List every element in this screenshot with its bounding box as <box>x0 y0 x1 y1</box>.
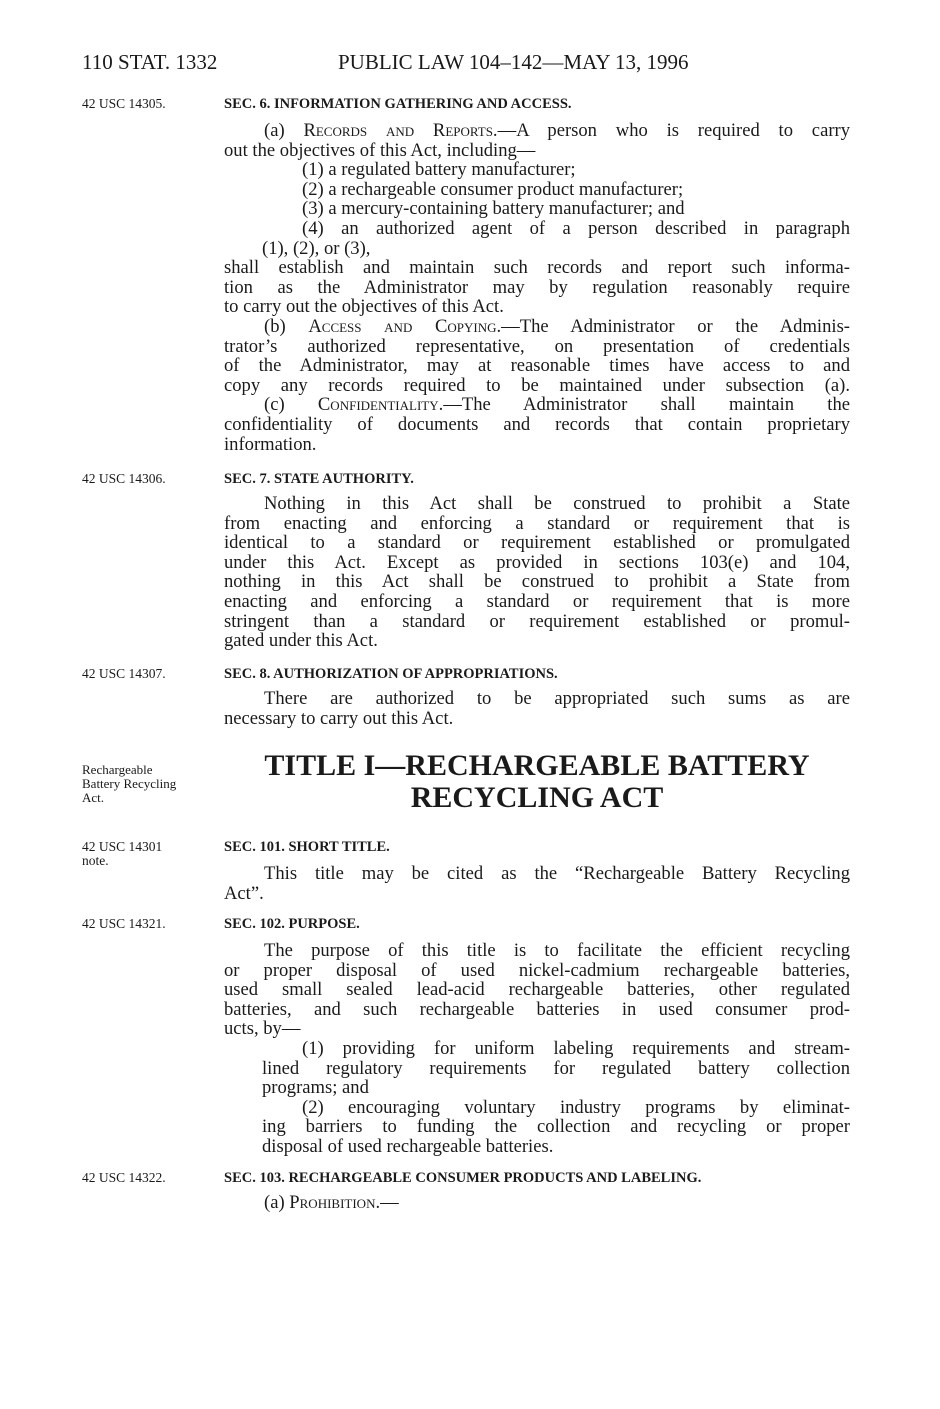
sec7-heading: SEC. 7. STATE AUTHORITY. <box>224 471 414 487</box>
subsection-caption: Prohibition. <box>289 1192 381 1213</box>
sec101-body <box>224 864 850 903</box>
sec103-body <box>224 1193 850 1213</box>
list-item-continuation: lined regulatory requirements for regulated battery collection <box>262 1057 850 1079</box>
text-line: of the Administrator, may at reasonable times have access to and <box>224 355 850 377</box>
text-line <box>224 1193 850 1213</box>
sec101-heading: SEC. 101. SHORT TITLE. <box>224 839 390 855</box>
sec6-body <box>224 121 850 454</box>
list-item: (2) a rechargeable consumer product manufacturer; <box>302 178 684 200</box>
text-fragment: —The Administrator shall maintain the <box>443 394 850 416</box>
text-line <box>224 395 850 415</box>
text-line: shall establish and maintain such records and report such informa- <box>224 257 850 279</box>
sec6-heading: SEC. 6. INFORMATION GATHERING AND ACCESS. <box>224 96 572 112</box>
subsection-number: (a) <box>264 120 285 141</box>
subsection-number: (b) <box>264 315 286 337</box>
page-reference: 110 STAT. 1332 <box>82 50 218 74</box>
margin-note-sec7: 42 USC 14306. <box>82 471 166 486</box>
text-line: enacting and enforcing a standard or requirement that is more <box>224 590 850 612</box>
text-line: from enacting and enforcing a standard or requirement that is <box>224 512 850 534</box>
margin-line: Rechargeable <box>82 762 153 777</box>
text-line: ucts, by— <box>224 1018 301 1040</box>
margin-line: Battery Recycling <box>82 776 177 791</box>
text-line: identical to a standard or requirement established or promulgated <box>224 532 850 554</box>
margin-line: note. <box>82 853 109 868</box>
text-line: information. <box>224 433 317 455</box>
sec8-heading: SEC. 8. AUTHORIZATION OF APPROPRIATIONS. <box>224 666 558 682</box>
sec103-heading: SEC. 103. RECHARGEABLE CONSUMER PRODUCTS AND LABELING. <box>224 1170 702 1186</box>
margin-note-sec6: 42 USC 14305. <box>82 96 166 111</box>
list-item-continuation: disposal of used rechargeable batteries. <box>262 1135 554 1157</box>
list-item-continuation: ing barriers to funding the collection and recycling or proper <box>262 1116 850 1138</box>
list-item-continuation: (1), (2), or (3), <box>262 237 371 259</box>
text-line: out the objectives of this Act, including— <box>224 139 536 161</box>
law-header: PUBLIC LAW 104–142—MAY 13, 1996 <box>338 50 689 74</box>
sec7-body <box>224 494 850 651</box>
text-line: The purpose of this title is to facilitate the efficient recycling <box>264 940 850 961</box>
sec102-heading: SEC. 102. PURPOSE. <box>224 916 360 932</box>
margin-line: 42 USC 14301 <box>82 839 163 854</box>
text-fragment: —A person who is required to carry <box>497 120 850 141</box>
text-line: stringent than a standard or requirement established or promul- <box>224 610 850 632</box>
margin-note-title1 <box>82 763 176 805</box>
subsection-number: (c) <box>264 394 285 416</box>
subsection-number: (a) <box>264 1192 285 1213</box>
margin-note-sec103: 42 USC 14322. <box>82 1170 166 1185</box>
margin-note-sec102: 42 USC 14321. <box>82 916 166 931</box>
text-line: Act”. <box>224 882 264 904</box>
text-line: trator’s authorized representative, on presentation of credentials <box>224 335 850 357</box>
text-line: or proper disposal of used nickel-cadmium rechargeable batteries, <box>224 959 850 981</box>
subsection-caption: Access and Copying. <box>308 315 502 337</box>
text-fragment: — <box>380 1192 399 1213</box>
text-line: There are authorized to be appropriated such sums as are <box>264 688 850 709</box>
list-item: (1) providing for uniform labeling requirements and stream- <box>302 1037 850 1059</box>
text-line: nothing in this Act shall be construed to prohibit a State from <box>224 571 850 593</box>
title-line: RECYCLING ACT <box>410 781 664 814</box>
title-heading <box>232 750 842 814</box>
text-line: batteries, and such rechargeable batteries in used consumer prod- <box>224 998 850 1020</box>
text-line: under this Act. Except as provided in sections 103(e) and 104, <box>224 551 850 573</box>
text-line: copy any records required to be maintained under subsection (a). <box>224 374 850 396</box>
title-line: TITLE I—RECHARGEABLE BATTERY <box>264 749 810 782</box>
text-line: tion as the Administrator may by regulation reasonably require <box>224 276 850 298</box>
text-line: gated under this Act. <box>224 630 378 652</box>
margin-line: Act. <box>82 790 105 805</box>
text-fragment: —The Administrator or the Adminis- <box>501 315 850 337</box>
list-item-continuation: programs; and <box>262 1077 369 1099</box>
list-item: (2) encouraging voluntary industry programs by eliminat- <box>302 1096 850 1118</box>
list-item: (1) a regulated battery manufacturer; <box>302 159 576 181</box>
text-line: used small sealed lead-acid rechargeable batteries, other regulated <box>224 979 850 1001</box>
list-item: (3) a mercury-containing battery manufacturer; and <box>302 198 685 220</box>
text-line: to carry out the objectives of this Act. <box>224 296 504 318</box>
text-line: confidentiality of documents and records that contain proprietary <box>224 413 850 435</box>
margin-note-sec101 <box>82 840 162 868</box>
subsection-caption: Confidentiality. <box>317 394 444 416</box>
subsection-caption: Records and Reports. <box>303 120 498 141</box>
text-line <box>224 121 850 141</box>
text-line: This title may be cited as the “Rechargeable Battery Recycling <box>264 863 850 884</box>
text-line <box>224 317 850 337</box>
text-line: Nothing in this Act shall be construed to prohibit a State <box>264 493 850 514</box>
list-item: (4) an authorized agent of a person described in paragraph <box>302 217 850 239</box>
sec102-body <box>224 941 850 1157</box>
text-line: necessary to carry out this Act. <box>224 707 454 729</box>
sec8-body <box>224 689 850 728</box>
margin-note-sec8: 42 USC 14307. <box>82 666 166 681</box>
